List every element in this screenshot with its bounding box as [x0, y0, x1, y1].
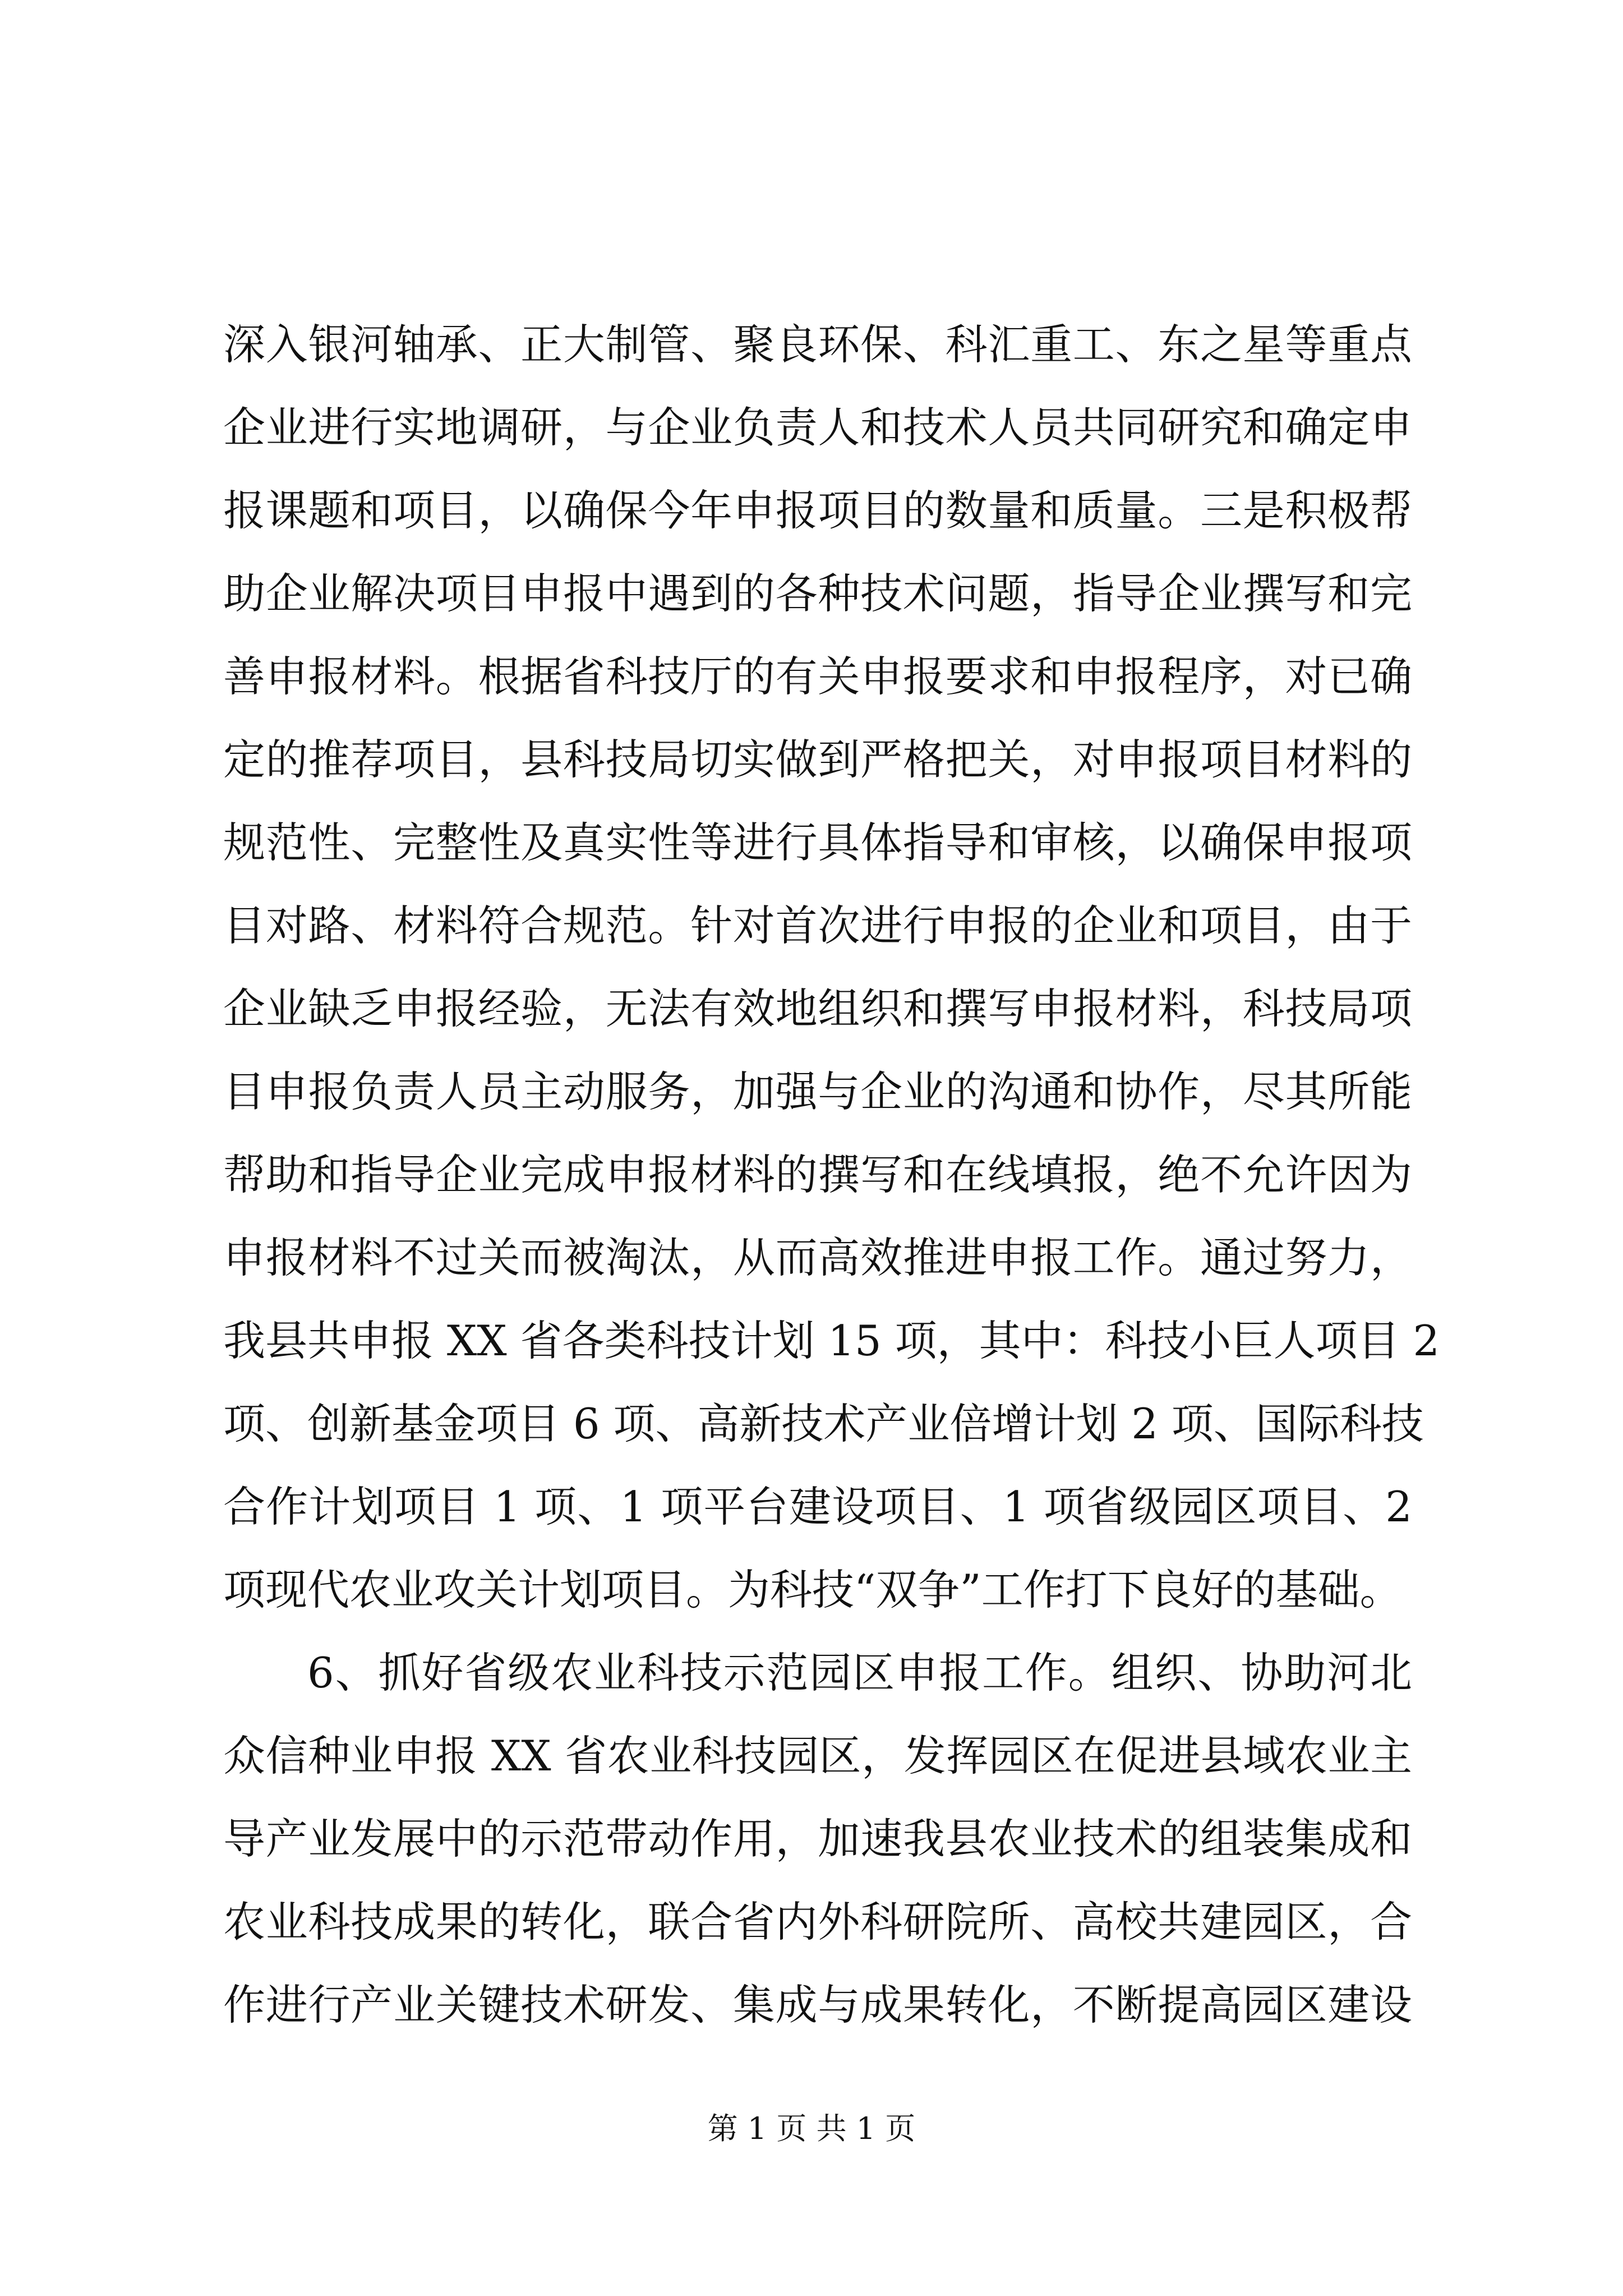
text-line-paragraph-end: 项现代农业攻关计划项目。为科技“双争”工作打下良好的基础。: [223, 1565, 1402, 1614]
text-line: 农业科技成果的转化，联合省内外科研院所、高校共建园区，合: [223, 1897, 1412, 1947]
body-text: [223, 303, 1440, 2046]
text-line: 合作计划项目 1 项、1 项平台建设项目、1 项省级园区项目、2: [223, 1482, 1412, 1531]
text-line: 报课题和项目，以确保今年申报项目的数量和质量。三是积极帮: [223, 486, 1412, 535]
text-line: 目对路、材料符合规范。针对首次进行申报的企业和项目，由于: [223, 901, 1412, 950]
page-number-footer: 第 1 页 共 1 页: [707, 2111, 916, 2146]
text-line: 作进行产业关键技术研发、集成与成果转化，不断提高园区建设: [223, 1980, 1412, 2030]
text-line: 企业缺乏申报经验，无法有效地组织和撰写申报材料，科技局项: [223, 984, 1412, 1033]
text-line: 帮助和指导企业完成申报材料的撰写和在线填报，绝不允许因为: [223, 1150, 1412, 1199]
text-line: 企业进行实地调研，与企业负责人和技术人员共同研究和确定申: [223, 403, 1412, 452]
text-line: 我县共申报 XX 省各类科技计划 15 项，其中：科技小巨人项目 2: [223, 1316, 1440, 1365]
text-line: 善申报材料。根据省科技厅的有关申报要求和申报程序，对已确: [223, 652, 1412, 701]
text-line: 申报材料不过关而被淘汰，从而高效推进申报工作。通过努力，: [223, 1233, 1412, 1282]
text-line: 定的推荐项目，县科技局切实做到严格把关，对申报项目材料的: [223, 735, 1412, 784]
text-line: 目申报负责人员主动服务，加强与企业的沟通和协作，尽其所能: [223, 1067, 1412, 1116]
text-line: 深入银河轴承、正大制管、聚良环保、科汇重工、东之星等重点: [223, 320, 1412, 369]
text-line: 助企业解决项目申报中遇到的各种技术问题，指导企业撰写和完: [223, 569, 1412, 618]
text-line: 项、创新基金项目 6 项、高新技术产业倍增计划 2 项、国际科技: [223, 1399, 1424, 1448]
text-line: 导产业发展中的示范带动作用，加速我县农业技术的组装集成和: [223, 1814, 1412, 1864]
text-line-paragraph-start: 6、抓好省级农业科技示范园区申报工作。组织、协助河北: [307, 1648, 1412, 1697]
text-line: 众信种业申报 XX 省农业科技园区，发挥园区在促进县域农业主: [223, 1731, 1412, 1780]
text-line: 规范性、完整性及真实性等进行具体指导和审核，以确保申报项: [223, 818, 1412, 867]
